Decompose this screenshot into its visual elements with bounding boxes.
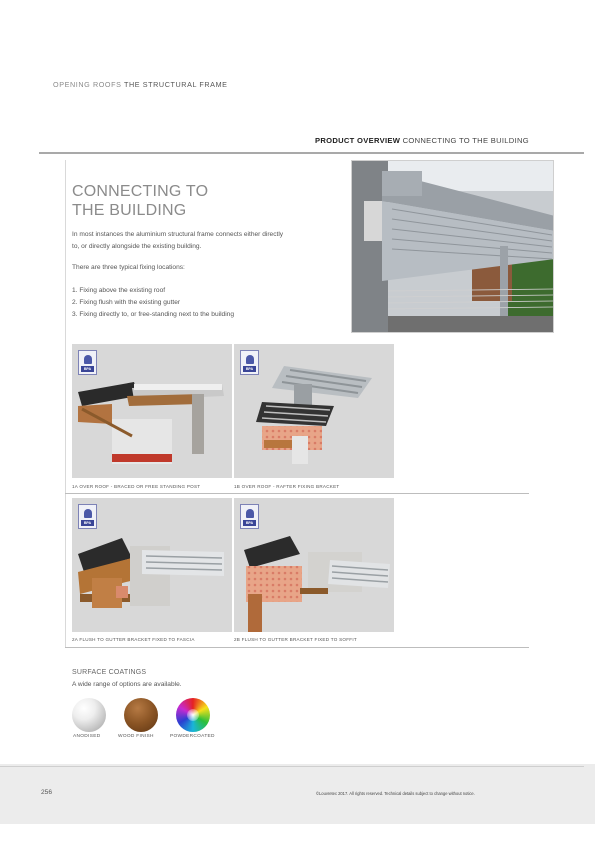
running-head-section: OPENING ROOFS: [53, 80, 122, 89]
over-roof-braced-detail: [72, 344, 232, 478]
section-head-title: PRODUCT OVERVIEW: [314, 136, 401, 145]
fixing-item-2: 2. Fixing flush with the existing gutter: [72, 299, 181, 306]
footer-divider: [0, 766, 584, 767]
column-divider: [65, 160, 66, 648]
over-roof-rafter-detail: [234, 344, 394, 478]
page-number: 256: [41, 789, 53, 796]
page-title-line-1: CONNECTING TO: [72, 183, 209, 200]
detail-panel-1a: [72, 344, 232, 478]
coatings-title: SURFACE COATINGS: [72, 669, 147, 676]
detail-caption-1a: 1A OVER ROOF - BRACED OR FREE STANDING POST: [72, 484, 201, 489]
fixing-intro: There are three typical fixing locations:: [72, 264, 185, 271]
detail-panel-2a: [72, 498, 232, 632]
header-divider: [39, 152, 584, 154]
section-head-subtitle: CONNECTING TO THE BUILDING: [400, 136, 529, 145]
detail-panel-2b: [234, 498, 394, 632]
page-title-line-2: THE BUILDING: [72, 202, 187, 219]
intro-line-2: to, or directly alongside the existing building.: [72, 243, 202, 250]
bpa-logo-label: BPA: [81, 366, 94, 372]
flush-soffit-detail: [234, 498, 394, 632]
anodised-label: ANODISED: [73, 734, 101, 739]
fixing-item-3: 3. Fixing directly to, or free-standing next to the building: [72, 311, 235, 318]
coatings-subtitle: A wide range of options are available.: [72, 681, 182, 688]
section-head: [315, 136, 529, 145]
row-divider: [65, 647, 529, 648]
footer-band: [0, 764, 595, 824]
wood-finish-swatch: [124, 698, 158, 732]
bpa-logo-label: BPA: [243, 366, 256, 372]
detail-caption-1b: 1B OVER ROOF - RAFTER FIXING BRACKET: [234, 484, 340, 489]
detail-caption-2b: 2B FLUSH TO GUTTER BRACKET FIXED TO SOFFIT: [234, 637, 357, 642]
opening-roof-photo: [351, 160, 554, 333]
copyright-notice: ©Louvretec 2017. All rights reserved. Technical details subject to change without notice.: [316, 791, 475, 796]
fixing-item-1: 1. Fixing above the existing roof: [72, 287, 166, 294]
detail-caption-2a: 2A FLUSH TO GUTTER BRACKET FIXED TO FASCIA: [72, 637, 195, 642]
powdercoated-label: POWDERCOATED: [170, 734, 215, 739]
flush-fascia-detail: [72, 498, 232, 632]
intro-paragraph: [72, 229, 283, 253]
opening-roof-photo-illustration: [352, 161, 554, 333]
running-head-subsection: THE STRUCTURAL FRAME: [121, 80, 228, 89]
row-divider: [65, 493, 529, 494]
powdercoated-swatch: [176, 698, 210, 732]
running-head: [53, 80, 228, 89]
intro-line-1: In most instances the aluminium structural frame connects either directly: [72, 231, 284, 238]
anodised-swatch: [72, 698, 106, 732]
detail-panel-1b: [234, 344, 394, 478]
fixing-list: [72, 285, 234, 321]
wood-finish-label: WOOD FINISH: [118, 734, 154, 739]
bpa-logo-label: BPA: [243, 520, 256, 526]
page-title: [72, 182, 208, 220]
bpa-logo-label: BPA: [81, 520, 94, 526]
